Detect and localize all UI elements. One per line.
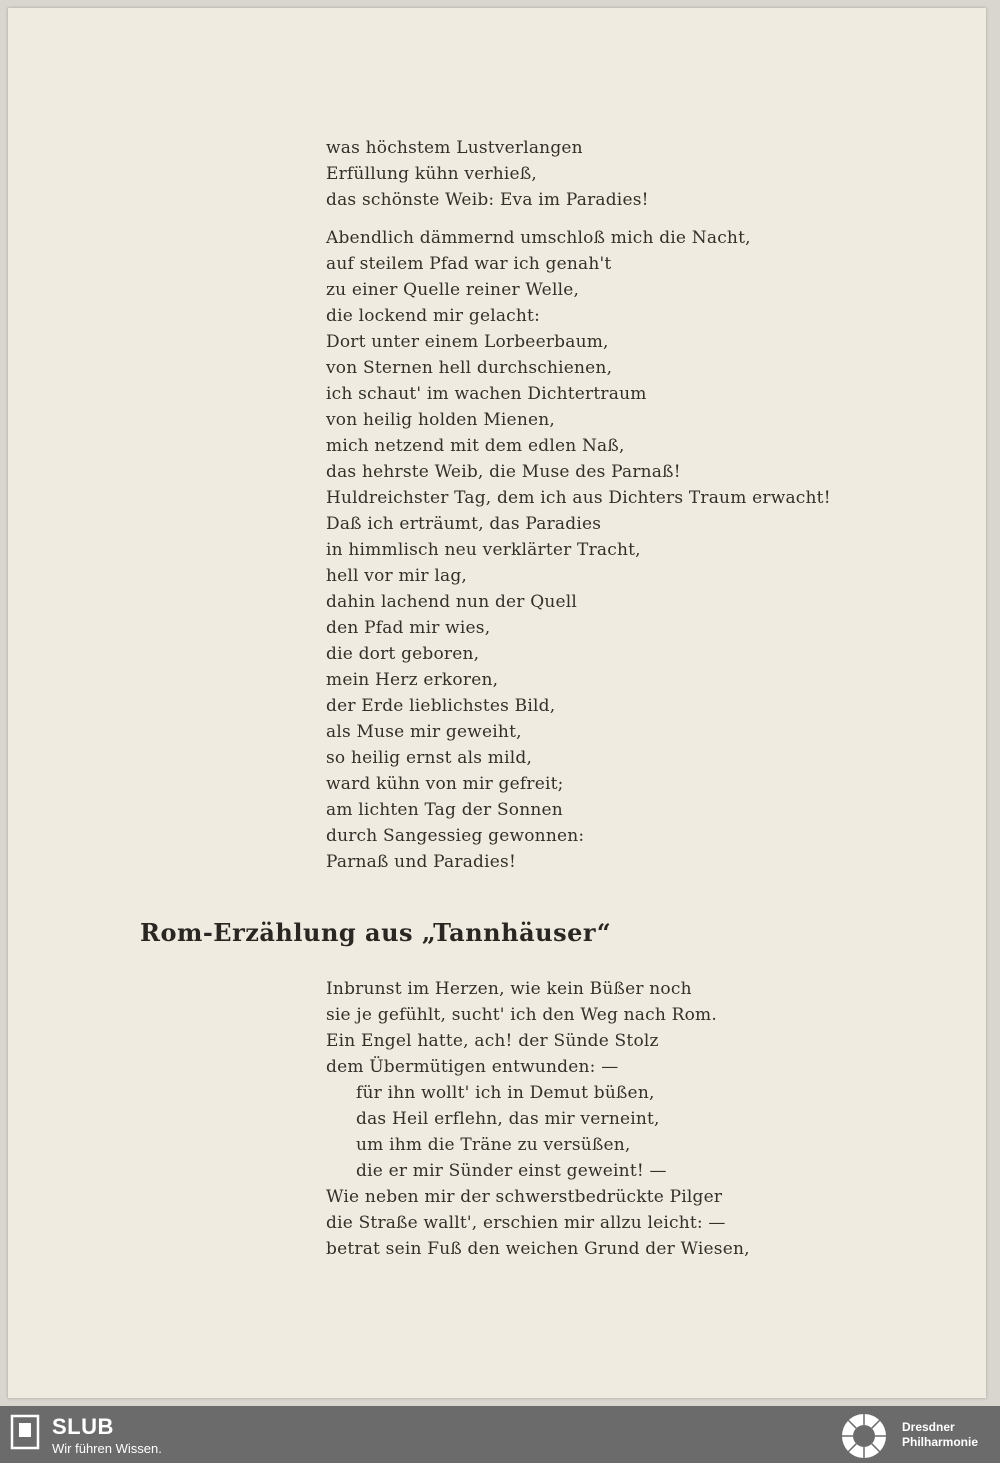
poem-line: das hehrste Weib, die Muse des Parnaß! <box>326 462 681 482</box>
poem-line-indented: die er mir Sünder einst geweint! — <box>356 1161 667 1181</box>
poem-line: Parnaß und Paradies! <box>326 852 516 872</box>
poem-line: zu einer Quelle reiner Welle, <box>326 280 580 300</box>
poem-line: hell vor mir lag, <box>326 566 468 586</box>
poem-line: Huldreichster Tag, dem ich aus Dichters Traum erwacht! <box>326 488 831 508</box>
poem-line: in himmlisch neu verklärter Tracht, <box>326 540 641 560</box>
poem-line: dahin lachend nun der Quell <box>326 592 578 612</box>
poem-line: der Erde lieblichstes Bild, <box>326 696 556 716</box>
poem-line: Wie neben mir der schwerstbedrückte Pilger <box>326 1187 723 1207</box>
poem-line-indented: für ihn wollt' ich in Demut büßen, <box>356 1083 655 1103</box>
poem-line: betrat sein Fuß den weichen Grund der Wiesen, <box>326 1239 750 1259</box>
poem-line: Abendlich dämmernd umschloß mich die Nacht, <box>326 228 751 248</box>
poem-line: den Pfad mir wies, <box>326 618 491 638</box>
partner-name-line1: Dresdner <box>902 1420 955 1434</box>
poem-line: die lockend mir gelacht: <box>326 306 541 326</box>
poem-line: sie je gefühlt, sucht' ich den Weg nach Rom. <box>326 1005 717 1025</box>
library-name: SLUB <box>52 1414 114 1439</box>
partner-name-line2: Philharmonie <box>902 1435 979 1449</box>
poem-line: ward kühn von mir gefreit; <box>326 774 564 794</box>
poem-line: was höchstem Lustverlangen <box>326 138 583 158</box>
poem-line: dem Übermütigen entwunden: — <box>326 1057 619 1077</box>
poem-line: so heilig ernst als mild, <box>326 748 533 768</box>
poem-line: die Straße wallt', erschien mir allzu leicht: — <box>326 1213 726 1233</box>
poem-line: die dort geboren, <box>326 644 480 664</box>
poem-line: Daß ich erträumt, das Paradies <box>326 514 602 534</box>
library-tagline: Wir führen Wissen. <box>52 1441 162 1456</box>
philharmonie-logo-icon <box>840 1412 888 1460</box>
poem-line: am lichten Tag der Sonnen <box>326 800 563 820</box>
rom-narration-text <box>326 976 750 1262</box>
poem-line: das schönste Weib: Eva im Paradies! <box>326 190 649 210</box>
poem-line: als Muse mir geweiht, <box>326 722 522 742</box>
poem-line: mich netzend mit dem edlen Naß, <box>326 436 625 456</box>
poem-line: von heilig holden Mienen, <box>326 410 555 430</box>
poem-line: von Sternen hell durchschienen, <box>326 358 613 378</box>
poem-line: ich schaut' im wachen Dichtertraum <box>326 384 647 404</box>
poem-line: Erfüllung kühn verhieß, <box>326 164 537 184</box>
footer-bar <box>0 1406 1000 1463</box>
poem-line: Dort unter einem Lorbeerbaum, <box>326 332 609 352</box>
poem-stanza-2 <box>326 225 831 875</box>
poem-line: auf steilem Pfad war ich genah't <box>326 254 612 274</box>
poem-stanza-1 <box>326 135 649 213</box>
poem-line: durch Sangessieg gewonnen: <box>326 826 585 846</box>
poem-line-indented: um ihm die Träne zu versüßen, <box>356 1135 631 1155</box>
poem-line: mein Herz erkoren, <box>326 670 499 690</box>
poem-line-indented: das Heil erflehn, das mir verneint, <box>356 1109 660 1129</box>
slub-logo-icon <box>10 1414 40 1450</box>
poem-line: Inbrunst im Herzen, wie kein Büßer noch <box>326 979 692 999</box>
section-heading: Rom-Erzählung aus „Tannhäuser“ <box>140 918 612 947</box>
poem-line: Ein Engel hatte, ach! der Sünde Stolz <box>326 1031 659 1051</box>
